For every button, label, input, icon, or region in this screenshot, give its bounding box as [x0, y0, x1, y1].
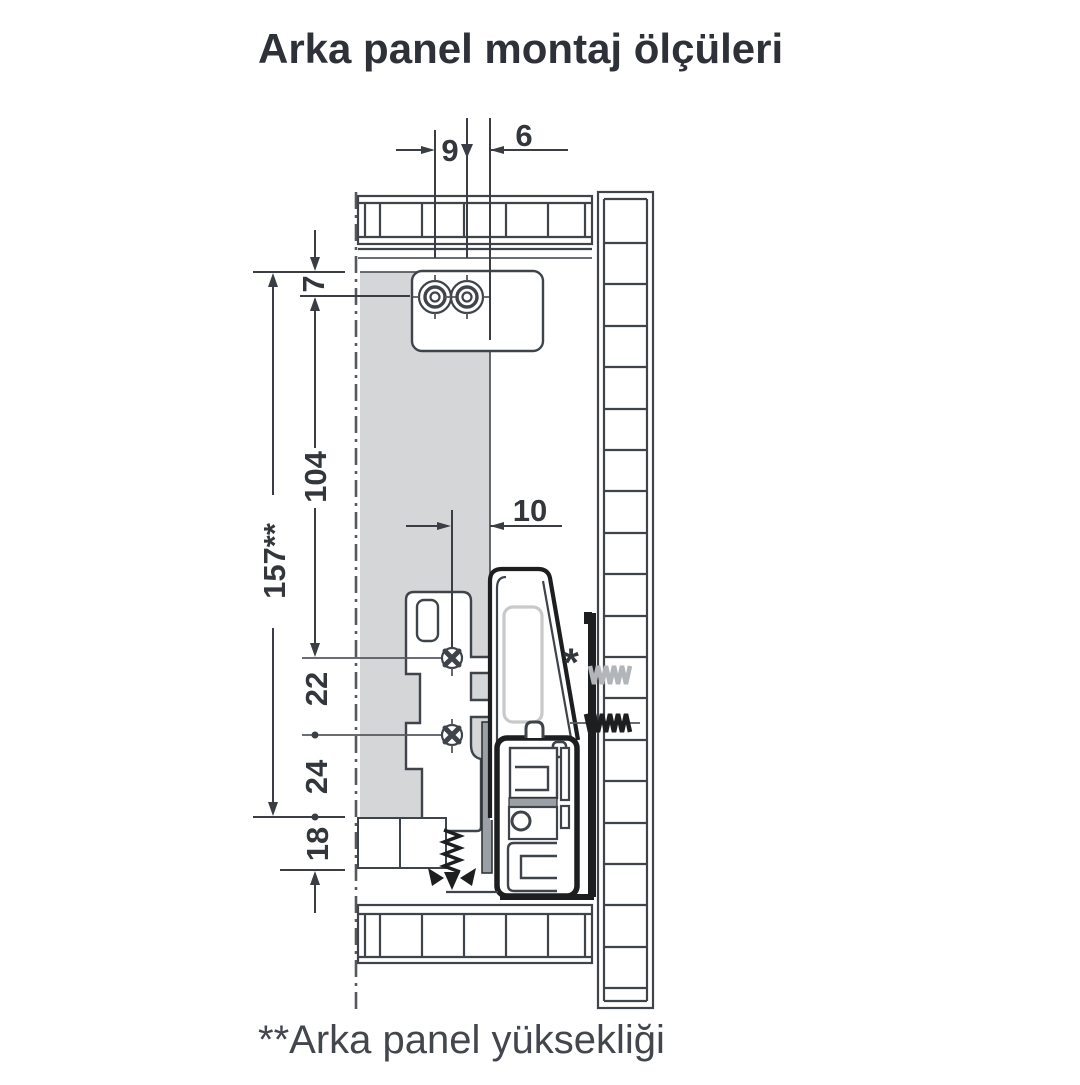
dim-label-22: 22 [299, 671, 334, 707]
dim-label-7: 7 [296, 275, 331, 293]
euro-screw-premounted [590, 666, 630, 684]
drawer-runner [497, 722, 594, 897]
dim-panel-to-bracket-104 [298, 297, 333, 657]
dim-label-10: 10 [512, 493, 548, 528]
asterisk-marker: * [563, 641, 579, 685]
panel-holder-bar [584, 612, 596, 897]
dim-label-6: 6 [515, 118, 533, 153]
dim-label-18: 18 [300, 826, 335, 862]
cabinet-top-panel [358, 196, 592, 258]
bracket-slot-hole [417, 600, 438, 641]
page-title: Arka panel montaj ölçüleri [258, 25, 784, 72]
runner-roller [512, 812, 530, 830]
dim-label-104: 104 [298, 451, 333, 503]
dim-runner-gap-24 [299, 759, 334, 820]
runner-top-tab [526, 722, 543, 738]
dim-label-24: 24 [299, 759, 334, 795]
rear-panel-screw-block [412, 271, 543, 351]
cabinet-bottom-panel [358, 905, 592, 963]
footnote: **Arka panel yüksekliği [258, 1018, 665, 1062]
dim-bracket-screws-22 [299, 672, 334, 739]
dim-top-clearance-7 [296, 230, 331, 293]
dim-rear-panel-height-157 [257, 273, 292, 816]
dim-label-157: 157** [257, 523, 292, 599]
dim-label-9: 9 [441, 133, 459, 168]
cabinet-side-panel [598, 192, 653, 1008]
